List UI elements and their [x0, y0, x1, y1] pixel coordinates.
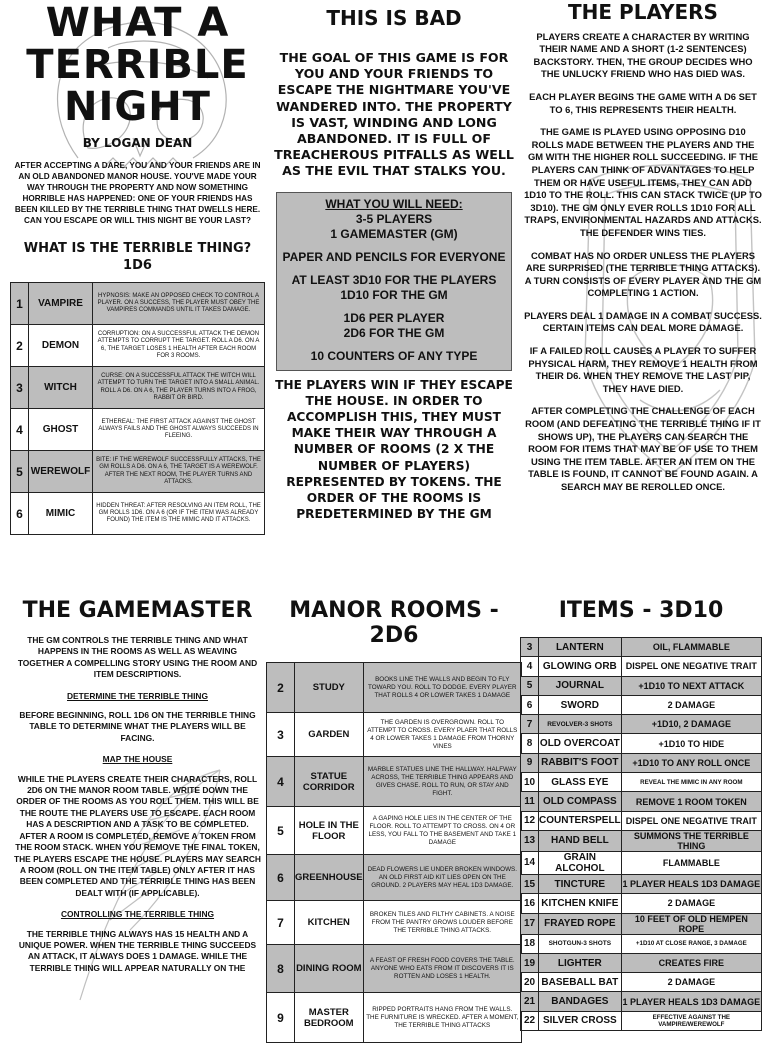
- players-paragraph: AFTER COMPLETING THE CHALLENGE OF EACH ROOM (AND DEFEATING THE TERRIBLE THING IF IT SHOWS UP), THE PLAYERS CAN SEARCH THE ROOM FOR ITEMS THAT MAY BE OF USE TO THEM USING THE ITEM TABLE. AFTER AN ITEM ON THE TABLE IS FOUND, IT CANNOT BE FOUND AGAIN. A SEARCH MAY BE REROLLED ONCE.: [525, 405, 761, 492]
- room-description: DEAD FLOWERS LIE UNDER BROKEN WINDOWS. AN OLD FIRST AID KIT LIES OPEN ON THE GROUND. 2 PLAYERS MAY HEAL 1D3 DAMAGE.: [363, 855, 521, 901]
- table-row: [521, 734, 762, 753]
- item-name: GLASS EYE: [539, 773, 622, 792]
- items-heading: ITEMS - 3D10: [558, 598, 724, 623]
- table-row: [521, 973, 762, 992]
- table-row: [521, 1011, 762, 1030]
- table-row: [521, 695, 762, 714]
- requirement-item: 3-5 PLAYERS: [355, 211, 433, 226]
- creature-name: WEREWOLF: [29, 451, 93, 493]
- roll-number: 4: [267, 757, 295, 807]
- table-row: [11, 409, 265, 451]
- room-name: KITCHEN: [295, 901, 364, 945]
- roll-number: 16: [521, 894, 539, 913]
- table-row: [521, 676, 762, 695]
- table-row: [11, 493, 265, 535]
- requirements-box: [276, 192, 512, 371]
- left-column: [10, 0, 265, 535]
- item-effect: FLAMMABLE: [621, 851, 761, 874]
- roll-number: 5: [521, 676, 539, 695]
- item-effect: +1D10 TO NEXT ATTACK: [621, 676, 761, 695]
- terrible-thing-title: WHAT IS THE TERRIBLE THING? 1D6: [23, 241, 252, 273]
- creature-description: ETHEREAL: THE FIRST ATTACK AGAINST THE GHOST ALWAYS FAILS AND THE GHOST ALWAYS SUCCEEDS IN FLEEING.: [93, 409, 265, 451]
- item-effect: EFFECTIVE AGAINST THE VAMPIRE/WEREWOLF: [621, 1011, 761, 1030]
- item-name: OLD OVERCOAT: [539, 734, 622, 753]
- middle-column: [266, 0, 522, 522]
- table-row: [521, 874, 762, 893]
- creature-description: BITE: IF THE WEREWOLF SUCCESSFULLY ATTACKS, THE GM ROLLS A D6. ON A 6, THE TARGET IS A WEREWOLF. AFTER THE NEXT ROOM, THE PLAYER TURNS AND ATTACKS.: [93, 451, 265, 493]
- item-name: OLD COMPASS: [539, 792, 622, 811]
- players-paragraph: PLAYERS CREATE A CHARACTER BY WRITING THEIR NAME AND A SHORT (1-2 SENTENCES) BACKSTORY. THEN, THE GROUP DECIDES WHO THE UNLUCKY FRIEND WHO HAS DIED WAS.: [533, 30, 753, 80]
- item-name: SHOTGUN-3 SHOTS: [539, 934, 622, 953]
- table-row: [11, 367, 265, 409]
- requirement-item: 1 GAMEMASTER (GM): [330, 226, 458, 241]
- table-row: [521, 811, 762, 830]
- creature-description: CURSE: ON A SUCCESSFUL ATTACK THE WITCH WILL ATTEMPT TO TURN THE TARGET INTO A SMALL ANIMAL. ROLL A D6. ON A 6, THE PLAYER TURNS INTO A FROG, RABBIT OR BIRD.: [93, 367, 265, 409]
- room-name: STATUE CORRIDOR: [295, 757, 364, 807]
- roll-number: 4: [11, 409, 29, 451]
- gamemaster-section: [10, 598, 265, 974]
- roll-number: 12: [521, 811, 539, 830]
- items-table: [520, 637, 762, 1031]
- roll-number: 7: [521, 715, 539, 734]
- requirement-item: 1D6 PER PLAYER: [343, 310, 445, 325]
- terrible-thing-table: [10, 282, 265, 535]
- players-paragraph: THE GAME IS PLAYED USING OPPOSING D10 ROLLS MADE BETWEEN THE PLAYERS AND THE GM WITH THE HIGHER ROLL SUCCEEDING. IF THE PLAYERS CAN THINK OF ADVANTAGES TO HELP THEM OR HAVE USEFUL ITEMS, THEY CAN ADD 1D10 TO THE ROLL. THIS CAN STACK TWICE (UP TO 3D10). THE GM ONLY EVER ROLLS 1D10 FOR ALL TRAPS, ENVIRONMENTAL HAZARDS AND ATTACKS. THE DEFENDER WINS TIES.: [524, 126, 762, 238]
- win-condition-text: THE PLAYERS WIN IF THEY ESCAPE THE HOUSE. IN ORDER TO ACCOMPLISH THIS, THEY MUST MAKE THEIR WAY THROUGH A NUMBER OF ROOMS (2 X THE NUMBER OF PLAYERS) REPRESENTED BY TOKENS. THE ORDER OF THE ROOMS IS PREDETERMINED BY THE GM: [275, 377, 513, 522]
- manor-rooms-heading: MANOR ROOMS - 2D6: [289, 598, 499, 648]
- item-name: RABBIT'S FOOT: [539, 753, 622, 772]
- requirement-item: PAPER AND PENCILS FOR EVERYONE: [282, 249, 506, 264]
- creature-name: MIMIC: [29, 493, 93, 535]
- table-row: [521, 830, 762, 851]
- room-description: A GAPING HOLE LIES IN THE CENTER OF THE FLOOR. ROLL TO ATTEMPT TO CROSS. ON 4 OR LESS, YOU FALL TO THE BASEMENT AND TAKE 1 DAMAGE: [363, 807, 521, 855]
- roll-number: 5: [11, 451, 29, 493]
- table-row: [521, 953, 762, 972]
- item-effect: 1 PLAYER HEALS 1D3 DAMAGE: [621, 874, 761, 893]
- room-name: GREENHOUSE: [295, 855, 364, 901]
- roll-number: 18: [521, 934, 539, 953]
- table-row: [11, 283, 265, 325]
- roll-number: 7: [267, 901, 295, 945]
- item-name: COUNTERSPELL: [539, 811, 622, 830]
- roll-number: 17: [521, 913, 539, 934]
- room-name: STUDY: [295, 663, 364, 713]
- item-effect: +1D10, 2 DAMAGE: [621, 715, 761, 734]
- item-effect: OIL, FLAMMABLE: [621, 638, 761, 657]
- creature-name: DEMON: [29, 325, 93, 367]
- roll-number: 22: [521, 1011, 539, 1030]
- table-row: [267, 663, 522, 713]
- roll-number: 4: [521, 657, 539, 676]
- roll-number: 19: [521, 953, 539, 972]
- item-name: KITCHEN KNIFE: [539, 894, 622, 913]
- requirement-item: AT LEAST 3D10 FOR THE PLAYERS: [291, 272, 497, 287]
- item-name: LANTERN: [539, 638, 622, 657]
- room-description: RIPPED PORTRAITS HANG FROM THE WALLS. THE FURNITURE IS WRECKED. AFTER A MOMENT, THE TERRIBLE THING ATTACKS: [363, 993, 521, 1043]
- roll-number: 3: [521, 638, 539, 657]
- item-name: GRAIN ALCOHOL: [539, 851, 622, 874]
- roll-number: 9: [267, 993, 295, 1043]
- item-name: SILVER CROSS: [539, 1011, 622, 1030]
- table-row: [267, 757, 522, 807]
- item-name: FRAYED ROPE: [539, 913, 622, 934]
- goal-text: THE GOAL OF THIS GAME IS FOR YOU AND YOUR FRIENDS TO ESCAPE THE NIGHTMARE YOU'VE WANDERED INTO. THE PROPERTY IS VAST, WINDING AND LONG ABANDONED. IT IS FULL OF TREACHEROUS PITFALLS AS WELL AS THE EVIL THAT STALKS YOU.: [274, 50, 514, 179]
- roll-number: 8: [521, 734, 539, 753]
- page-title: WHAT A TERRIBLE NIGHT: [26, 0, 249, 130]
- roll-number: 1: [11, 283, 29, 325]
- item-name: REVOLVER-3 SHOTS: [539, 715, 622, 734]
- room-name: MASTER BEDROOM: [295, 993, 364, 1043]
- roll-number: 21: [521, 992, 539, 1011]
- item-effect: 10 FEET OF OLD HEMPEN ROPE: [621, 913, 761, 934]
- intro-text: AFTER ACCEPTING A DARE, YOU AND YOUR FRIENDS ARE IN AN OLD ABANDONED MANOR HOUSE. YOU'VE MADE YOUR WAY THROUGH THE PROPERTY AND NOW SOMETHING HORRIBLE HAS HAPPENED: ONE OF YOUR FRIENDS HAS BEEN KILLED BY THE TERRIBLE THING THAT DWELLS HERE. CAN YOU ESCAPE OR WILL THIS NIGHT BE YOUR LAST?: [14, 161, 261, 225]
- table-row: [521, 792, 762, 811]
- roll-number: 6: [11, 493, 29, 535]
- item-effect: 2 DAMAGE: [621, 695, 761, 714]
- room-description: A FEAST OF FRESH FOOD COVERS THE TABLE. ANYONE WHO EATS FROM IT DISCOVERS IT IS ROTTEN AND LOSES 1 HEALTH.: [363, 945, 521, 993]
- requirement-item: 1D10 FOR THE GM: [340, 287, 448, 302]
- item-effect: SUMMONS THE TERRIBLE THING: [621, 830, 761, 851]
- room-description: THE GARDEN IS OVERGROWN. ROLL TO ATTEMPT TO CROSS. EVERY PLAER THAT ROLLS 4 OR LOWER TAKES 1 DAMAGE FROM THORNY VINES: [363, 713, 521, 757]
- table-row: [267, 807, 522, 855]
- roll-number: 11: [521, 792, 539, 811]
- table-row: [267, 993, 522, 1043]
- item-name: HAND BELL: [539, 830, 622, 851]
- items-section: [520, 598, 762, 1031]
- requirements-title: WHAT YOU WILL NEED:: [325, 196, 463, 211]
- table-row: [267, 713, 522, 757]
- table-row: [521, 753, 762, 772]
- table-row: [521, 894, 762, 913]
- item-effect: REVEAL THE MIMIC IN ANY ROOM: [621, 773, 761, 792]
- item-name: BASEBALL BAT: [539, 973, 622, 992]
- players-paragraph: PLAYERS DEAL 1 DAMAGE IN A COMBAT SUCCESS. CERTAIN ITEMS CAN DEAL MORE DAMAGE.: [524, 309, 762, 334]
- roll-number: 8: [267, 945, 295, 993]
- item-name: JOURNAL: [539, 676, 622, 695]
- table-row: [521, 638, 762, 657]
- roll-number: 2: [267, 663, 295, 713]
- item-effect: 2 DAMAGE: [621, 894, 761, 913]
- roll-number: 13: [521, 830, 539, 851]
- right-column: [524, 0, 762, 494]
- table-row: [267, 945, 522, 993]
- roll-number: 20: [521, 973, 539, 992]
- table-row: [267, 901, 522, 945]
- room-name: HOLE IN THE FLOOR: [295, 807, 364, 855]
- roll-number: 14: [521, 851, 539, 874]
- table-row: [521, 934, 762, 953]
- table-row: [521, 773, 762, 792]
- roll-number: 9: [521, 753, 539, 772]
- item-effect: +1D10 AT CLOSE RANGE, 3 DAMAGE: [621, 934, 761, 953]
- gm-subheading: CONTROLLING THE TERRIBLE THING: [60, 909, 215, 920]
- creature-name: WITCH: [29, 367, 93, 409]
- players-paragraph: EACH PLAYER BEGINS THE GAME WITH A D6 SET TO 6, THIS REPRESENTS THEIR HEALTH.: [529, 90, 757, 115]
- room-name: DINING ROOM: [295, 945, 364, 993]
- item-effect: CREATES FIRE: [621, 953, 761, 972]
- players-paragraph: IF A FAILED ROLL CAUSES A PLAYER TO SUFFER PHYSICAL HARM, THEY REMOVE 1 HEALTH FROM THEIR D6. WHEN THEY REMOVE THE LAST PIP, THEY HAVE DIED.: [528, 345, 758, 394]
- item-name: LIGHTER: [539, 953, 622, 972]
- roll-number: 3: [267, 713, 295, 757]
- item-name: BANDAGES: [539, 992, 622, 1011]
- roll-number: 3: [11, 367, 29, 409]
- gm-paragraph: BEFORE BEGINNING, ROLL 1D6 ON THE TERRIBLE THING TABLE TO DETERMINE WHAT THE PLAYERS WILL BE FACING.: [19, 710, 256, 743]
- creature-description: CORRUPTION: ON A SUCCESSFUL ATTACK THE DEMON ATTEMPTS TO CORRUPT THE TARGET. ROLL A D6. ON A 6, THE TARGET LOSES 1 HEALTH AFTER EACH ROOM FOR 3 ROOMS.: [93, 325, 265, 367]
- table-row: [521, 992, 762, 1011]
- creature-name: VAMPIRE: [29, 283, 93, 325]
- creature-name: GHOST: [29, 409, 93, 451]
- room-description: BOOKS LINE THE WALLS AND BEGIN TO FLY TOWARD YOU. ROLL TO DODGE. EVERY PLAYER THAT ROLLS 4 OR LOWER TAKES 1 DAMAGE: [363, 663, 521, 713]
- table-row: [521, 851, 762, 874]
- gm-paragraph: THE GM CONTROLS THE TERRIBLE THING AND WHAT HAPPENS IN THE ROOMS AS WELL AS WEAVING TOGETHER A COMPELLING STORY USING THE ROOM AND ITEM DESCRIPTIONS.: [17, 635, 258, 680]
- gamemaster-text: [10, 635, 265, 974]
- table-row: [521, 715, 762, 734]
- room-description: BROKEN TILES AND FILTHY CABINETS. A NOISE FROM THE PANTRY GROWS LOUDER BEFORE THE TERRIBLE THING ATTACKS.: [363, 901, 521, 945]
- players-paragraph: COMBAT HAS NO ORDER UNLESS THE PLAYERS ARE SURPRISED (THE TERRIBLE THING ATTACKS). A TURN CONSISTS OF EVERY PLAYER AND THE GM COMPLETING 1 ACTION.: [524, 249, 762, 299]
- roll-number: 2: [11, 325, 29, 367]
- this-is-bad-heading: THIS IS BAD: [326, 6, 462, 30]
- roll-number: 6: [267, 855, 295, 901]
- gamemaster-heading: THE GAMEMASTER: [22, 598, 253, 623]
- table-row: [521, 913, 762, 934]
- gm-paragraph: WHILE THE PLAYERS CREATE THEIR CHARACTERS, ROLL 2D6 ON THE MANOR ROOM TABLE. WRITE DOWN THE ORDER OF THE ROOMS AS YOU ROLL THEM. THIS WILL BE THE ROUTE THE PLAYERS USE TO ESCAPE. EACH ROOM HAS A DESCRIPTION AND A TASK TO BE COMPLETED. AFTER A ROOM IS COMPLETED, REMOVE A TOKEN FROM THE ROOM STACK. WHEN YOU REMOVE THE FINAL TOKEN, THE PLAYERS ESCAPE THE HOUSE. PLAYERS MAY SEARCH A ROOM (ROLL ON THE ITEM TABLE) ONLY AFTER IT HAS BEEN COMPLETED AND THE TERRIBLE THING HAS BEEN DEALT WITH (IF APPLICABLE).: [14, 773, 261, 898]
- item-effect: 2 DAMAGE: [621, 973, 761, 992]
- item-effect: DISPEL ONE NEGATIVE TRAIT: [621, 657, 761, 676]
- roll-number: 10: [521, 773, 539, 792]
- room-name: GARDEN: [295, 713, 364, 757]
- item-effect: DISPEL ONE NEGATIVE TRAIT: [621, 811, 761, 830]
- item-name: SWORD: [539, 695, 622, 714]
- gm-paragraph: THE TERRIBLE THING ALWAYS HAS 15 HEALTH AND A UNIQUE POWER. WHEN THE TERRIBLE THING SUCCEEDS AN ATTACK, IT ALWAYS DOES 1 DAMAGE. WHILE THE TERRIBLE THING WILL APPEAR NATURALLY ON THE: [18, 928, 257, 973]
- table-row: [267, 855, 522, 901]
- item-effect: +1D10 TO ANY ROLL ONCE: [621, 753, 761, 772]
- roll-number: 6: [521, 695, 539, 714]
- roll-number: 5: [267, 807, 295, 855]
- table-row: [11, 325, 265, 367]
- table-row: [521, 657, 762, 676]
- table-row: [11, 451, 265, 493]
- creature-description: HIDDEN THREAT: AFTER RESOLVING AN ITEM ROLL, THE GM ROLLS 1D6. ON A 6 (OR IF THE ITEM WAS ALREADY FOUND) THE ITEM IS THE MIMIC AND IT ATTACKS.: [93, 493, 265, 535]
- manor-rooms-section: [266, 598, 522, 1043]
- gm-subheading: MAP THE HOUSE: [102, 754, 173, 765]
- item-effect: REMOVE 1 ROOM TOKEN: [621, 792, 761, 811]
- item-name: GLOWING ORB: [539, 657, 622, 676]
- item-effect: +1D10 TO HIDE: [621, 734, 761, 753]
- gm-subheading: DETERMINE THE TERRIBLE THING: [67, 690, 208, 701]
- item-name: TINCTURE: [539, 874, 622, 893]
- players-heading: THE PLAYERS: [568, 0, 718, 24]
- creature-description: HYPNOSIS: MAKE AN OPPOSED CHECK TO CONTROL A PLAYER. ON A SUCCESS, THE PLAYER MUST OBEY THE VAMPIRES COMMANDS UNTIL IT TAKES DAMAGE.: [93, 283, 265, 325]
- requirement-item: 2D6 FOR THE GM: [343, 325, 445, 340]
- item-effect: 1 PLAYER HEALS 1D3 DAMAGE: [621, 992, 761, 1011]
- requirement-item: 10 COUNTERS OF ANY TYPE: [310, 348, 478, 363]
- roll-number: 15: [521, 874, 539, 893]
- manor-rooms-table: [266, 662, 522, 1043]
- byline: BY LOGAN DEAN: [82, 136, 193, 150]
- room-description: MARBLE STATUES LINE THE HALLWAY. HALFWAY ACROSS, THE TERRIBLE THING APPEARS AND GIVES CHASE. ROLL TO RUN, OR STAY AND FIGHT.: [363, 757, 521, 807]
